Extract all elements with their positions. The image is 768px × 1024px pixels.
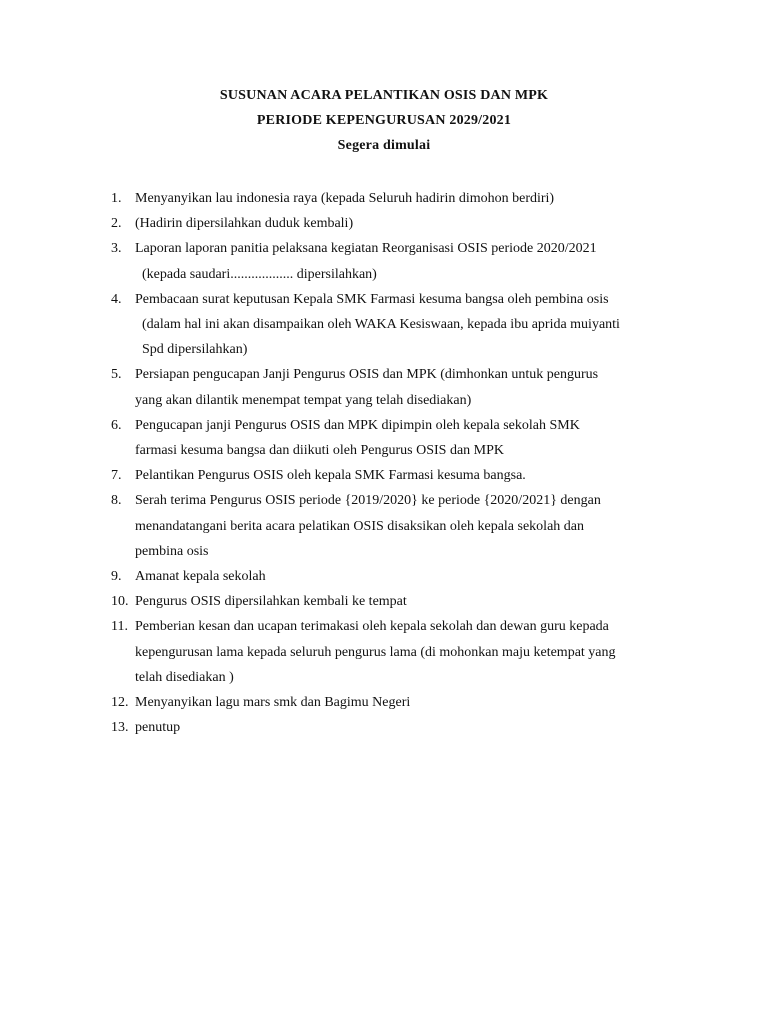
agenda-item-text: Pengurus OSIS dipersilahkan kembali ke tempat xyxy=(135,594,407,610)
agenda-item-text: Amanat kepala sekolah xyxy=(135,569,266,585)
agenda-item xyxy=(0,236,768,286)
agenda-item-text: farmasi kesuma bangsa dan diikuti oleh Pengurus OSIS dan MPK xyxy=(135,443,505,459)
agenda-item-text: Pembacaan surat keputusan Kepala SMK Farmasi kesuma bangsa oleh pembina osis xyxy=(135,291,609,307)
agenda-item xyxy=(0,413,768,463)
agenda-item-text: penutup xyxy=(135,720,181,736)
agenda-item xyxy=(0,488,768,564)
agenda-item-text: Pengucapan janji Pengurus OSIS dan MPK dipimpin oleh kepala sekolah SMK xyxy=(135,417,580,433)
agenda-item-text: pembina osis xyxy=(135,543,209,559)
agenda-item-text: kepengurusan lama kepada seluruh pengurus lama (di mohonkan maju ketempat yang xyxy=(135,644,616,660)
agenda-item-number: 5. xyxy=(111,367,122,383)
document-title-line-1: SUSUNAN ACARA PELANTIKAN OSIS DAN MPK xyxy=(219,88,549,103)
agenda-item xyxy=(0,287,768,363)
agenda-list xyxy=(0,186,768,740)
agenda-item-text: (kepada saudari.................. dipersilahkan) xyxy=(142,266,377,282)
agenda-item-text: Menyanyikan lau indonesia raya (kepada Seluruh hadirin dimohon berdiri) xyxy=(135,191,555,206)
agenda-item xyxy=(0,362,768,412)
agenda-item-text: (Hadirin dipersilahkan duduk kembali) xyxy=(135,216,354,232)
agenda-item-number: 12. xyxy=(111,695,129,711)
agenda-item-number: 3. xyxy=(111,241,122,257)
agenda-item-text: Persiapan pengucapan Janji Pengurus OSIS dan MPK (dimhonkan untuk pengurus xyxy=(135,367,599,383)
agenda-item-text: Pelantikan Pengurus OSIS oleh kepala SMK Farmasi kesuma bangsa. xyxy=(135,468,526,484)
agenda-item-text: Spd dipersilahkan) xyxy=(142,342,248,358)
agenda-item-text: (dalam hal ini akan disampaikan oleh WAKA Kesiswaan, kepada ibu aprida muiyanti xyxy=(142,317,620,333)
agenda-item-text: Laporan laporan panitia pelaksana kegiatan Reorganisasi OSIS periode 2020/2021 xyxy=(135,241,597,257)
agenda-item-number: 4. xyxy=(111,291,122,307)
agenda-item-number: 6. xyxy=(111,417,122,433)
agenda-item xyxy=(0,463,768,488)
agenda-item-number: 13. xyxy=(111,720,129,736)
agenda-item-text: Menyanyikan lagu mars smk dan Bagimu Negeri xyxy=(135,695,411,711)
document-subtitle: Segera dimulai xyxy=(337,138,431,153)
agenda-item-number: 1. xyxy=(111,191,122,206)
agenda-item-number: 11. xyxy=(111,619,128,635)
agenda-item-number: 10. xyxy=(111,594,129,610)
agenda-item-text: telah disediakan ) xyxy=(135,669,234,685)
agenda-item-text: menandatangani berita acara pelatikan OSIS disaksikan oleh kepala sekolah dan xyxy=(135,518,584,534)
document-title-line-2: PERIODE KEPENGURUSAN 2029/2021 xyxy=(256,113,512,128)
agenda-item-number: 8. xyxy=(111,493,122,509)
agenda-item-text: Pemberian kesan dan ucapan terimakasi oleh kepala sekolah dan dewan guru kepada xyxy=(135,619,609,635)
agenda-item-text: yang akan dilantik menempat tempat yang telah disediakan) xyxy=(135,392,472,408)
agenda-item xyxy=(0,186,768,211)
agenda-item xyxy=(0,589,768,614)
agenda-item-number: 2. xyxy=(111,216,122,232)
agenda-item xyxy=(0,614,768,690)
agenda-item-number: 7. xyxy=(111,468,122,484)
agenda-item-number: 9. xyxy=(111,569,122,585)
agenda-item xyxy=(0,564,768,589)
agenda-item xyxy=(0,211,768,236)
agenda-item xyxy=(0,715,768,740)
agenda-item-text: Serah terima Pengurus OSIS periode {2019/2020} ke periode {2020/2021} dengan xyxy=(135,493,601,509)
agenda-item xyxy=(0,690,768,715)
